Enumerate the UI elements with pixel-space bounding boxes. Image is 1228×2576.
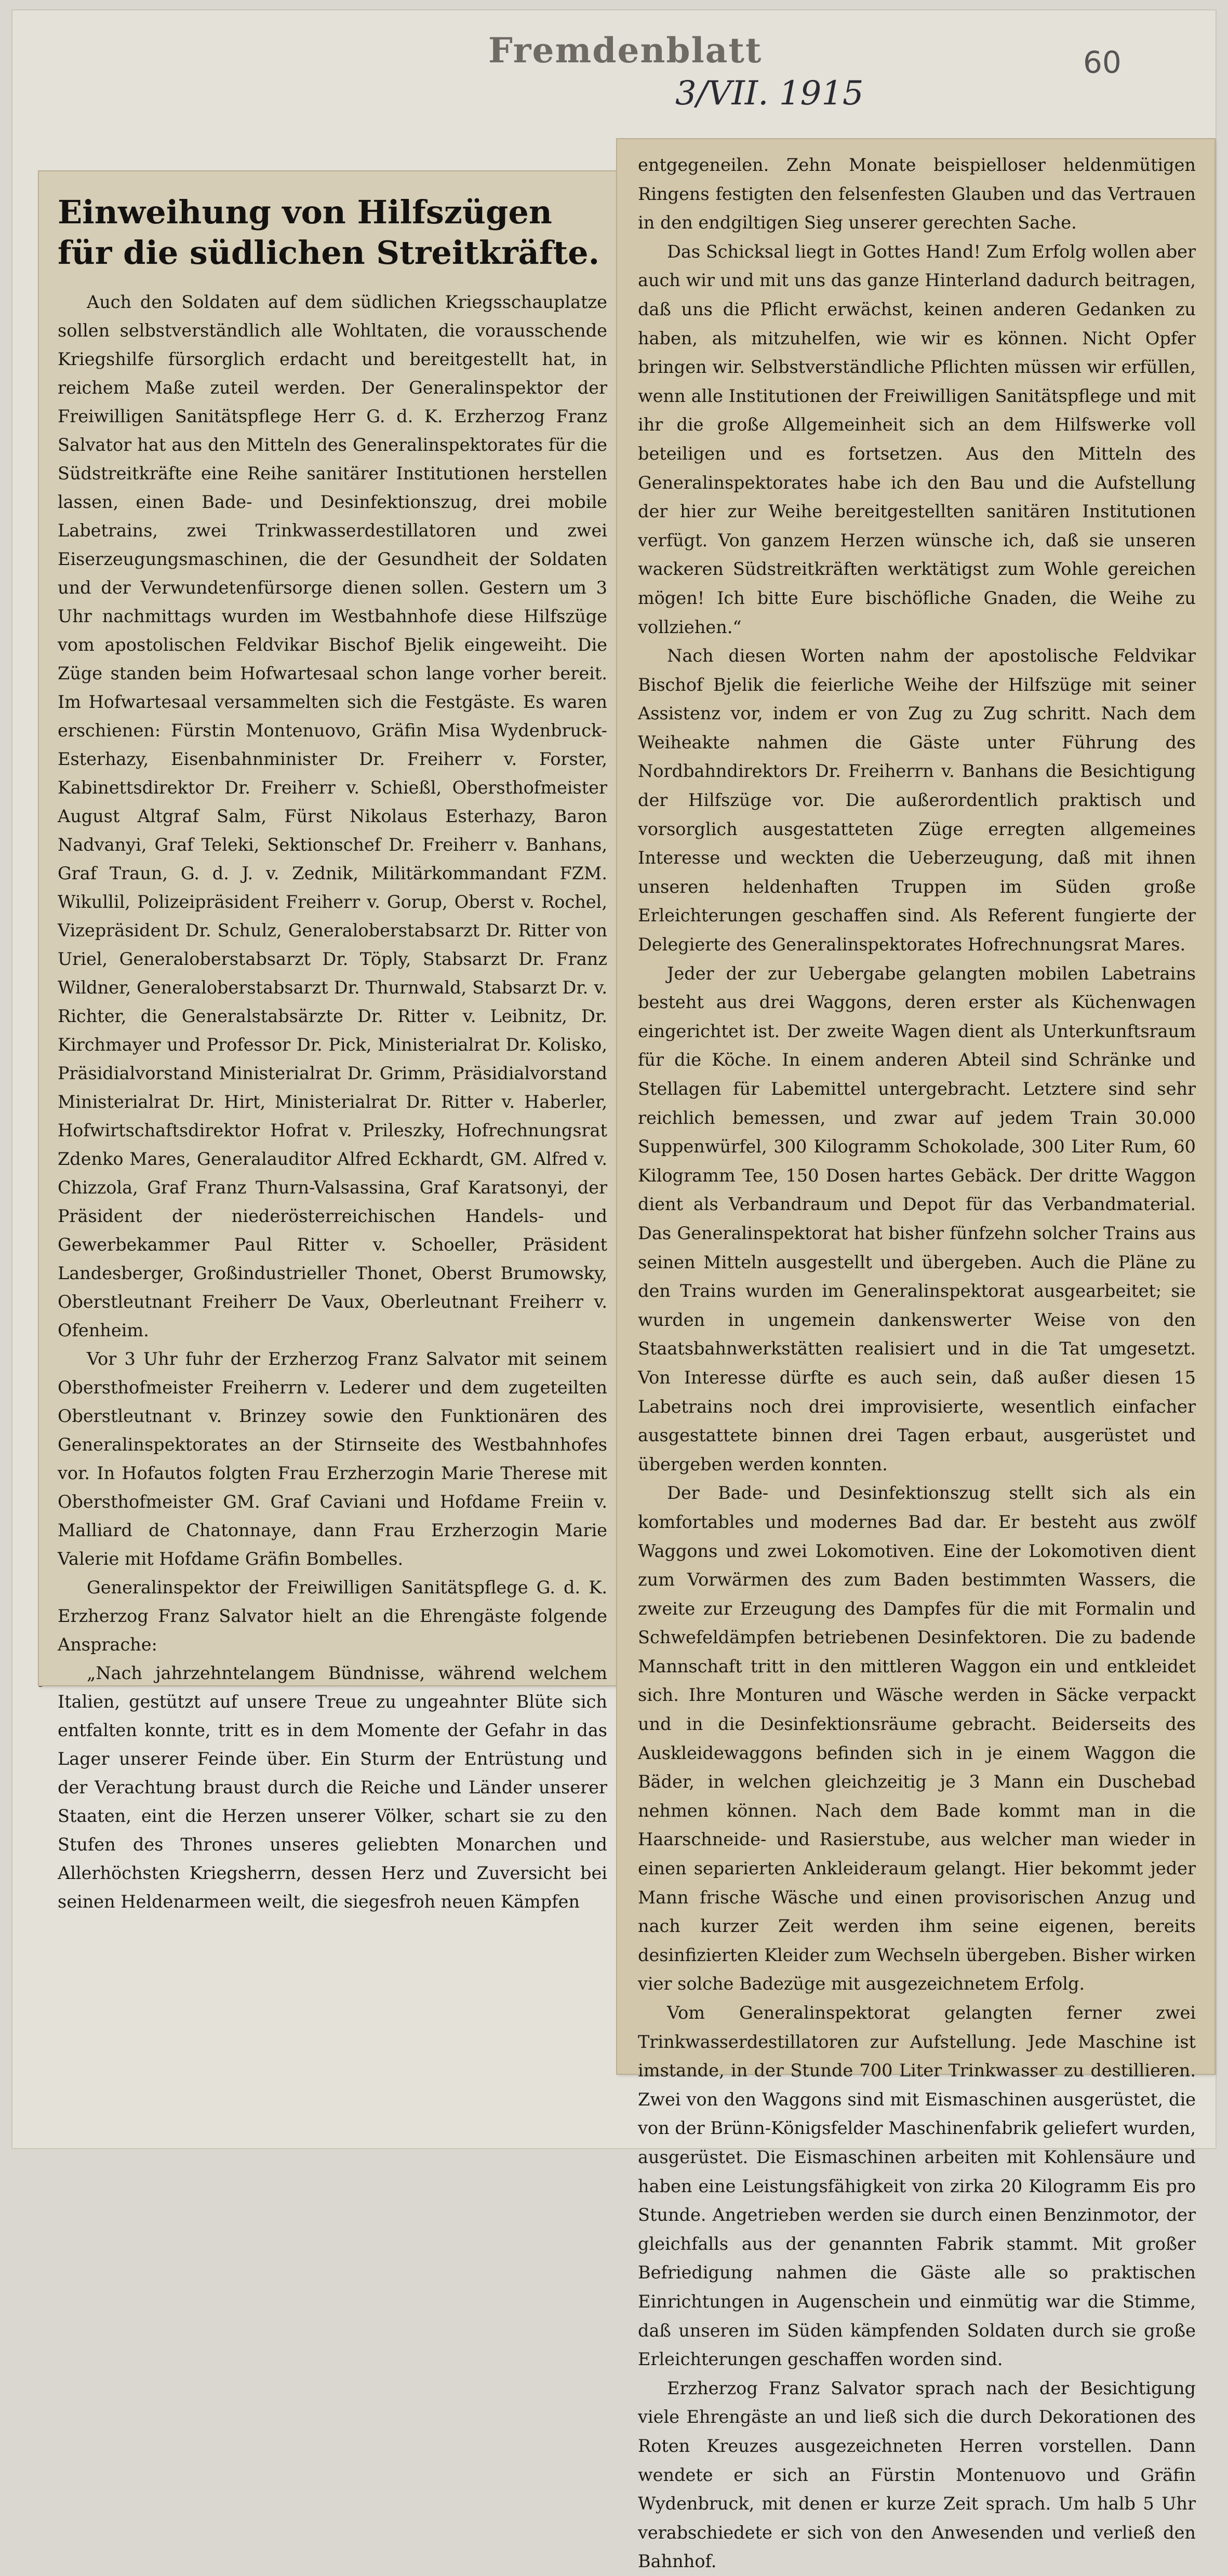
paragraph: Auch den Soldaten auf dem südlichen Kriegsschauplatze sollen selbstverständlich alle Wohltaten, die vorausschende Kriegshilfe fürsorglich erdacht und bereitgestellt hat, in reichem Maße zuteil werden. Der Generalinspektor der Freiwilligen Sanitätspflege Herr G. d. K. Erzherzog Franz Salvator hat aus den Mitteln des Generalinspektorates für die Südstreitkräfte eine Reihe sanitärer Institutionen herstellen lassen, einen Bade- und Desinfektionszug, drei mobile Labetrains, zwei Trinkwasserdestillatoren und zwei Eiserzeugungsmaschinen, die der Gesundheit der Soldaten und der Verwundetenfürsorge dienen sollen. Gestern um 3 Uhr nachmittags wurden im Westbahnhofe diese Hilfszüge vom apostolischen Feldvikar Bischof Bjelik eingeweiht. Die Züge standen beim Hofwartesaal schon lange vorher bereit. Im Hofwartesaal versammelten sich die Festgäste. Es waren erschienen: Fürstin Montenuovo, Gräfin Misa Wydenbruck-Esterhazy, Eisenbahnminister Dr. Freiherr v. Forster, Kabinettsdirektor Dr. Freiherr v. Schießl, Obersthofmeister August Altgraf Salm, Fürst Nikolaus Esterhazy, Baron Nadvanyi, Graf Teleki, Sektionschef Dr. Freiherr v. Banhans, Graf Traun, G. d. J. v. Zednik, Militärkommandant FZM. Wikullil, Polizeipräsident Freiherr v. Gorup, Oberst v. Rochel, Vizepräsident Dr. Schulz, Generaloberstabsarzt Dr. Ritter von Uriel, Generaloberstabsarzt Dr. Töply, Stabsarzt Dr. Franz Wildner, Generaloberstabsarzt Dr. Thurnwald, Stabsarzt Dr. v. Richter, die Generalstabsärzte Dr. Ritter v. Leibnitz, Dr. Kirchmayer und Professor Dr. Pick, Ministerialrat Dr. Kolisko, Präsidialvorstand Ministerialrat Dr. Grimm, Präsidialvorstand Ministerialrat Dr. Hirt, Ministerialrat Dr. Ritter v. Haberler, Hofwirtschaftsdirektor Hofrat v. Prileszky, Hofrechnungsrat Zdenko Mares, Generalauditor Alfred Eckhardt, GM. Alfred v. Chizzola, Graf Franz Thurn-Valsassina, Graf Karatsonyi, der Präsident der niederösterreichischen Handels- und Gewerbekammer Paul Ritter v. Schoeller, Präsident Landesberger, Großindustrieller Thonet, Oberst Brumowsky, Oberstleutnant Freiherr De Vaux, Oberleutnant Freiherr v. Ofenheim. [58,292,607,1340]
paragraph: Vom Generalinspektorat gelangten ferner zwei Trinkwasserdestillatoren zur Aufstellung. Jede Maschine ist imstande, in der Stunde 700 Liter Trinkwasser zu destillieren. Zwei von den Waggons sind mit Eismaschinen ausgerüstet, die von der Brünn-Königsfelder Maschinenfabrik geliefert wurden, ausgerüstet. Die Eismaschinen arbeiten mit Kohlensäure und haben eine Leistungsfähigkeit von zirka 20 Kilogramm Eis pro Stunde. Angetrieben werden sie durch einen Benzinmotor, der gleichfalls aus der genannten Fabrik stammt. Mit großer Befriedigung nahmen die Gäste alle so praktischen Einrichtungen in Augenschein und einmütig war die Stimme, daß unseren im Süden kämpfenden Soldaten durch sie große Erleichterungen geschaffen worden sind. [638,2003,1196,2370]
paragraph: Vor 3 Uhr fuhr der Erzherzog Franz Salvator mit seinem Obersthofmeister Freiherrn v. Lederer und dem zugeteilten Oberstleutnant v. Brinzey sowie den Funktionären des Generalinspektorates an der Stirnseite des Westbahnhofes vor. In Hofautos folgten Frau Erzherzogin Marie Therese mit Obersthofmeister GM. Graf Caviani und Hofdame Freiin v. Malliard de Chatonnaye, dann Frau Erzherzogin Marie Valerie mit Hofdame Gräfin Bombelles. [58,1349,607,1569]
paragraph: Generalinspektor der Freiwilligen Sanitätspflege G. d. K. Erzherzog Franz Salvator hielt an die Ehrengäste folgende Ansprache: [58,1577,607,1655]
paragraph: „Nach jahrzehntelangem Bündnisse, während welchem Italien, gestützt auf unsere Treue zu ungeahnter Blüte sich entfalten konnte, tritt es in dem Momente der Gefahr in das Lager unserer Feinde über. Ein Sturm der Entrüstung und der Verachtung braust durch die Reiche und Länder unserer Staaten, eint die Herzen unserer Völker, schart sie zu den Stufen des Thrones unseres geliebten Monarchen und Allerhöchsten Kriegsherrn, dessen Herz und Zuversicht bei seinen Heldenarmeen weilt, die siegesfroh neuen Kämpfen [58,1663,607,1912]
page-number: 60 [1083,45,1122,80]
paragraph: Jeder der zur Uebergabe gelangten mobilen Labetrains besteht aus drei Waggons, deren erster als Küchenwagen eingerichtet ist. Der zweite Wagen dient als Unterkunftsraum für die Köche. In einem anderen Abteil sind Schränke und Stellagen für Labemittel untergebracht. Letztere sind sehr reichlich bemessen, und zwar auf jedem Train 30.000 Suppenwürfel, 300 Kilogramm Schokolade, 300 Liter Rum, 60 Kilogramm Tee, 150 Dosen hartes Gebäck. Der dritte Waggon dient als Verbandraum und Depot für das Verbandmaterial. Das Generalinspektorat hat bisher fünfzehn solcher Trains aus seinen Mitteln ausgestellt und übergeben. Auch die Pläne zu den Trains wurden im Generalinspektorat ausgearbeitet; sie wurden in ungemein dankenswerter Weise von den Staatsbahnwerkstätten realisiert und in die Tat umgesetzt. Von Interesse dürfte es auch sein, daß außer diesen 15 Labetrains noch drei improvisierte, wesentlich einfacher ausgestattete binnen drei Tagen erbaut, ausgerüstet und übergeben werden konnten. [638,963,1196,1474]
right-column-text [638,151,1196,2576]
left-column-text [58,288,607,1916]
handwritten-date: 3/VII. 1915 [675,74,864,113]
clipping-left-column [39,171,626,1912]
paragraph: Das Schicksal liegt in Gottes Hand! Zum Erfolg wollen aber auch wir und mit uns das ganze Hinterland dadurch beitragen, daß uns die Pflicht erwächst, keinen anderen Gedanken zu haben, als mitzuhelfen, wie wir es können. Nicht Opfer bringen wir. Selbstverständliche Pflichten müssen wir erfüllen, wenn alle Institutionen der Freiwilligen Sanitätspflege und mit ihr die große Allgemeinheit sich an dem Hilfswerke voll beteiligen und es fortsetzen. Aus den Mitteln des Generalinspektorates habe ich den Bau und die Aufstellung der hier zur Weihe bereitgestellten sanitären Institutionen verfügt. Von ganzem Herzen wünsche ich, daß sie unseren wackeren Südstreitkräften werktätigst zum Wohle gereichen mögen! Ich bitte Eure bischöfliche Gnaden, die Weihe zu vollziehen.“ [638,241,1196,637]
paragraph: Nach diesen Worten nahm der apostolische Feldvikar Bischof Bjelik die feierliche Weihe der Hilfszüge mit seiner Assistenz vor, indem er von Zug zu Zug schritt. Nach dem Weiheakte nahmen die Gäste unter Führung des Nordbahndirektors Dr. Freiherrn v. Banhans die Besichtigung der Hilfszüge vor. Die außerordentlich praktisch und vorsorglich ausgestatteten Züge erregten allgemeines Interesse und weckten die Ueberzeugung, daß mit ihnen unseren heldenhaften Truppen im Süden große Erleichterungen geschaffen sind. Als Referent fungierte der Delegierte des Generalinspektorates Hofrechnungsrat Mares. [638,646,1196,955]
paragraph: Erzherzog Franz Salvator sprach nach der Besichtigung viele Ehrengäste an und ließ sich die durch Dekorationen des Roten Kreuzes ausgezeichneten Herren vorstellen. Dann wendete er sich an Fürstin Montenuovo und Gräfin Wydenbruck, mit denen er kurze Zeit sprach. Um halb 5 Uhr verabschiedete er sich von den Anwesenden und verließ den Bahnhof. [638,2378,1196,2572]
paragraph: entgegeneilen. Zehn Monate beispielloser heldenmütigen Ringens festigten den felsenfesten Glauben und das Vertrauen in den endgiltigen Sieg unserer gerechten Sache. [638,155,1196,233]
paragraph: Der Bade- und Desinfektionszug stellt sich als ein komfortables und modernes Bad dar. Er besteht aus zwölf Waggons und zwei Lokomotiven. Eine der Lokomotiven dient zum Vorwärmen des zum Baden bestimmten Wassers, die zweite zur Erzeugung des Dampfes für die mit Formalin und Schwefeldämpfen betriebenen Desinfektoren. Die zu badende Mannschaft tritt in den mittleren Waggon ein und entkleidet sich. Ihre Monturen und Wäsche werden in Säcke verpackt und in die Desinfektionsräume gebracht. Beiderseits des Auskleidewaggons befinden sich in je einem Waggon die Bäder, in welchen gleichzeitig je 3 Mann ein Duschebad nehmen können. Nach dem Bade kommt man in die Haarschneide- und Rasierstube, aus welcher man wieder in einen separierten Ankleideraum gelangt. Hier bekommt jeder Mann frische Wäsche und einen provisorischen Anzug und nach kurzer Zeit werden ihm seine eigenen, bereits desinfizierten Kleider zum Wechseln übergeben. Bisher wirken vier solche Badezüge mit ausgezeichnetem Erfolg. [638,1483,1196,1994]
clipping-right-column [617,139,1214,2572]
newspaper-stamp: Fremdenblatt [488,30,763,71]
article-headline: Einweihung von Hilfszügen für die südlichen Streitkräfte. [58,193,600,272]
